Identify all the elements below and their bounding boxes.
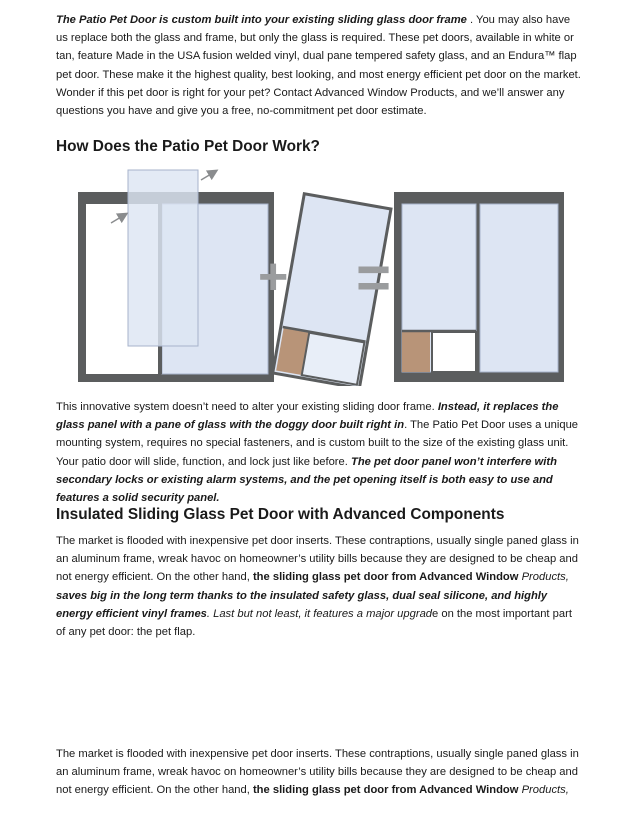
how-it-works-paragraph [56,398,584,507]
intro-rest: . You may also have us replace both the glass and frame, but only the glass is required. These pet doors, available in white or tan, feature Made in the USA fusion welded vinyl, dual pane tempered safety glass, and an Endura™ flap pet door. These make it the highest quality, best looking, and most energy efficient pet door on the market. Wonder if this pet door is right for your pet? Contact Advanced Window Products, and we’ll answer any questions you have and give you a free, no-commitment pet door estimate. [56,14,581,118]
how-it-works-heading: How Does the Patio Pet Door Work? [56,138,320,155]
insulated-text-end: e on the most important part of any pet door: the pet flap. [56,607,572,639]
market-italic: Products, [518,784,569,797]
finished-door-illustration [394,192,564,382]
insulated-bold-italic: saves big in the long term thanks to the insulated safety glass, dual seal silicone, and highly energy efficient vinyl frames [56,589,548,620]
equals-symbol: = [356,244,392,311]
market-bold: the sliding glass pet door from Advanced Window [252,784,519,797]
finished-door-flap-glass [432,332,476,372]
insulated-italic-1: Products, [518,571,569,584]
how-it-works-emphasis-1: Instead, it replaces the glass panel with a pane of glass with the doggy door built right in [56,401,559,432]
intro-lead: The Patio Pet Door is custom built into your existing sliding glass door frame [56,14,467,26]
how-it-works-emphasis-2: The pet door panel won’t interfere with secondary locks or existing alarm systems, and the pet opening itself is both easy to use and features a solid security panel. [56,455,557,505]
insulated-heading: Insulated Sliding Glass Pet Door with Advanced Components [56,506,505,523]
insulated-paragraph [56,532,584,641]
existing-door-illustration [78,170,274,382]
plus-symbol: + [258,248,289,306]
market-text: The market is flooded with inexpensive pet door inserts. These contraptions, usually single paned glass in an aluminum frame, wreak havoc on homeowner’s utility bills because they are designed to be cheap and not energy efficient. On the other hand, [56,748,579,797]
pet-door-diagram [56,166,584,386]
market-paragraph [56,745,584,800]
removed-glass-panel [128,170,198,346]
how-it-works-text-1: This innovative system doesn’t need to alter your existing sliding door frame. [56,401,438,413]
finished-door-fixed-glass [480,204,558,372]
insulated-text-1: The market is flooded with inexpensive pet door inserts. These contraptions, usually single paned glass in an aluminum frame, wreak havoc on homeowner’s utility bills because they are designed to be cheap and not energy efficient. On the other hand, [56,535,579,584]
pet-door-diagram-svg [56,166,584,386]
intro-paragraph [56,11,584,120]
lift-arrow-upper-icon [201,171,216,180]
how-it-works-text-2: . The Patio Pet Door uses a unique mounting system, requires no special fasteners, and is custom built to the size of the existing glass unit. Your patio door will slide, function, and lock just like before. [56,419,579,468]
insulated-bold: the sliding glass pet door from Advanced Window [252,571,519,584]
finished-door-pet-flap [402,332,430,372]
insulated-italic-2: . Last but not least, it features a major upgrad [206,607,433,620]
